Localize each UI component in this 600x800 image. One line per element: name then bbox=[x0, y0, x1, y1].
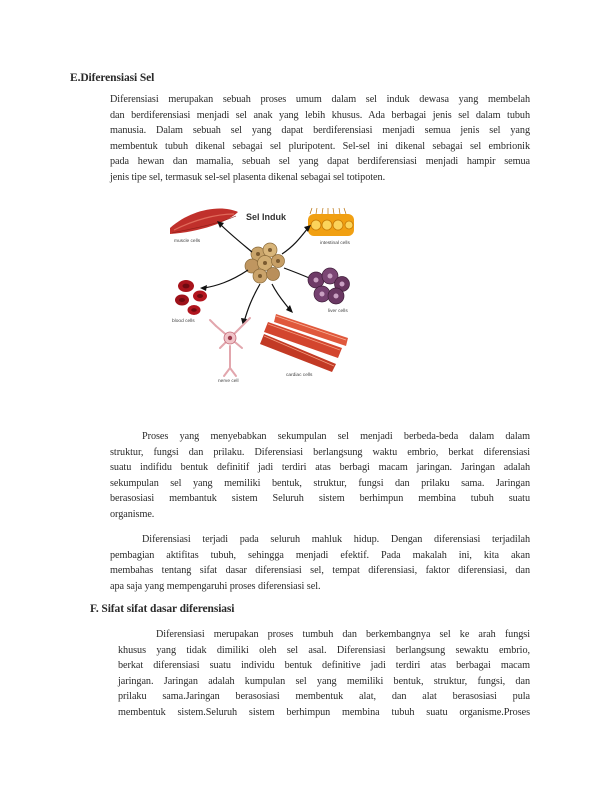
text-line: sekumpulan sel yang memiliki bentuk, struktur, fungsi dan prilaku sama. Jaringan bbox=[110, 477, 530, 489]
cardiac-cells-label: cardiac cells bbox=[286, 373, 313, 378]
text-line: jaringan. Jaringan adalah kumpulan sel yang memiliki bentuk, struktur, fungsi, dan bbox=[118, 675, 530, 687]
text-line: Proses yang menyebabkan sekumpulan sel menjadi berbeda-beda dalam dalam bbox=[142, 431, 530, 442]
nerve-cell-illustration bbox=[210, 318, 250, 376]
text-line: membahas tentang sifat dasar diferensiasi sel, tempat diferensiasi, faktor diferensiasi, dan bbox=[110, 565, 530, 577]
nerve-cell-nucleus bbox=[228, 336, 232, 340]
text-line: suatu indifidu bentuk definitif jadi terdiri atas berbagi macam jaringan. Jaringan adalah bbox=[110, 462, 530, 474]
figure-title: Sel Induk bbox=[246, 212, 287, 222]
muscle-cell-illustration bbox=[170, 209, 238, 234]
intestinal-cells-illustration bbox=[308, 208, 354, 236]
intestinal-cells-label: intestinal cells bbox=[320, 241, 350, 246]
text-line: membentuk tubuh dikenal sebagai sel pluripotent. Sel-sel ini dikenal sebagai sel embrionik bbox=[110, 140, 530, 152]
section-e-paragraph-1 bbox=[110, 92, 530, 186]
muscle-cells-label: muscle cells bbox=[174, 239, 201, 244]
blood-cells-label: blood cells bbox=[172, 319, 195, 324]
cardiac-cells-illustration bbox=[260, 314, 348, 372]
section-e-heading: E.Diferensiasi Sel bbox=[70, 72, 155, 84]
section-e-paragraph-2 bbox=[110, 429, 530, 523]
liver-cells-label: liver cells bbox=[328, 309, 348, 314]
nerve-cell-label: nerve cell bbox=[218, 379, 239, 384]
text-line: jenis tipe sel, termasuk sel-sel plasenta dikenal sebagai sel totipoten. bbox=[110, 171, 386, 183]
text-line: struktur, fungsi dan prilaku. Diferensiasi berlangsung waktu embrio, berkat diferensiasi bbox=[110, 446, 530, 458]
text-line: pada hewan dan mamalia, sebuah sel yang dapat berdiferensiasi menjadi hampir semua bbox=[110, 156, 530, 168]
section-e-paragraph-3 bbox=[110, 532, 530, 594]
text-line: manusia. Dalam sebuah sel yang dapat berdiferensiasi menjadi semua jenis sel yang bbox=[110, 125, 530, 137]
text-line: berkat diferensiasi suatu individu bentuk definitive jadi terdiri atas berbagai macam bbox=[118, 660, 530, 672]
text-line: organisme. bbox=[110, 508, 155, 520]
text-line: Diferensiasi terjadi pada seluruh mahluk hidup. Dengan diferensiasi terjadilah bbox=[142, 534, 530, 545]
text-line: pembagian aktifitas tubuh, sehingga menjadi efektif. Pada makalah ini, kita akan bbox=[110, 549, 530, 561]
text-line: berasosiasi membantuk sistem Seluruh sistem berhimpun membina tubuh suatu bbox=[110, 493, 530, 505]
text-line: Diferensiasi merupakan proses tumbuh dan berkembangnya sel ke arah fungsi bbox=[156, 629, 530, 640]
stem-cell-cluster bbox=[245, 243, 285, 283]
text-line: apa saja yang mempengaruhi proses diferensiasi sel. bbox=[110, 580, 321, 592]
text-line: khusus yang tidak dimiliki oleh sel asal. Diferensiasi berlangsung sewaktu embrio, bbox=[118, 644, 530, 656]
text-line: dan berdiferensiasi menjadi sel anak yang lebih khusus. Ada berbagai jenis sel dalam tubuh bbox=[110, 109, 530, 121]
stem-cell-figure bbox=[160, 198, 360, 384]
blood-cells-illustration bbox=[175, 280, 207, 315]
liver-cells-illustration bbox=[308, 268, 350, 304]
text-line: prilaku sama.Jaringan berasosiasi membentuk alat, dan alat berasosiasi pula bbox=[118, 691, 530, 703]
text-line: Diferensiasi merupakan sebuah proses umum dalam sel induk dewasa yang membelah bbox=[110, 94, 530, 105]
text-line: membentuk sistem.Seluruh sistem berhimpun membina tubuh suatu organisme.Proses bbox=[118, 706, 530, 718]
stem-cell-diagram bbox=[160, 198, 360, 384]
section-f-heading: F. Sifat sifat dasar diferensiasi bbox=[90, 603, 235, 615]
section-f-paragraph-1 bbox=[118, 627, 530, 721]
